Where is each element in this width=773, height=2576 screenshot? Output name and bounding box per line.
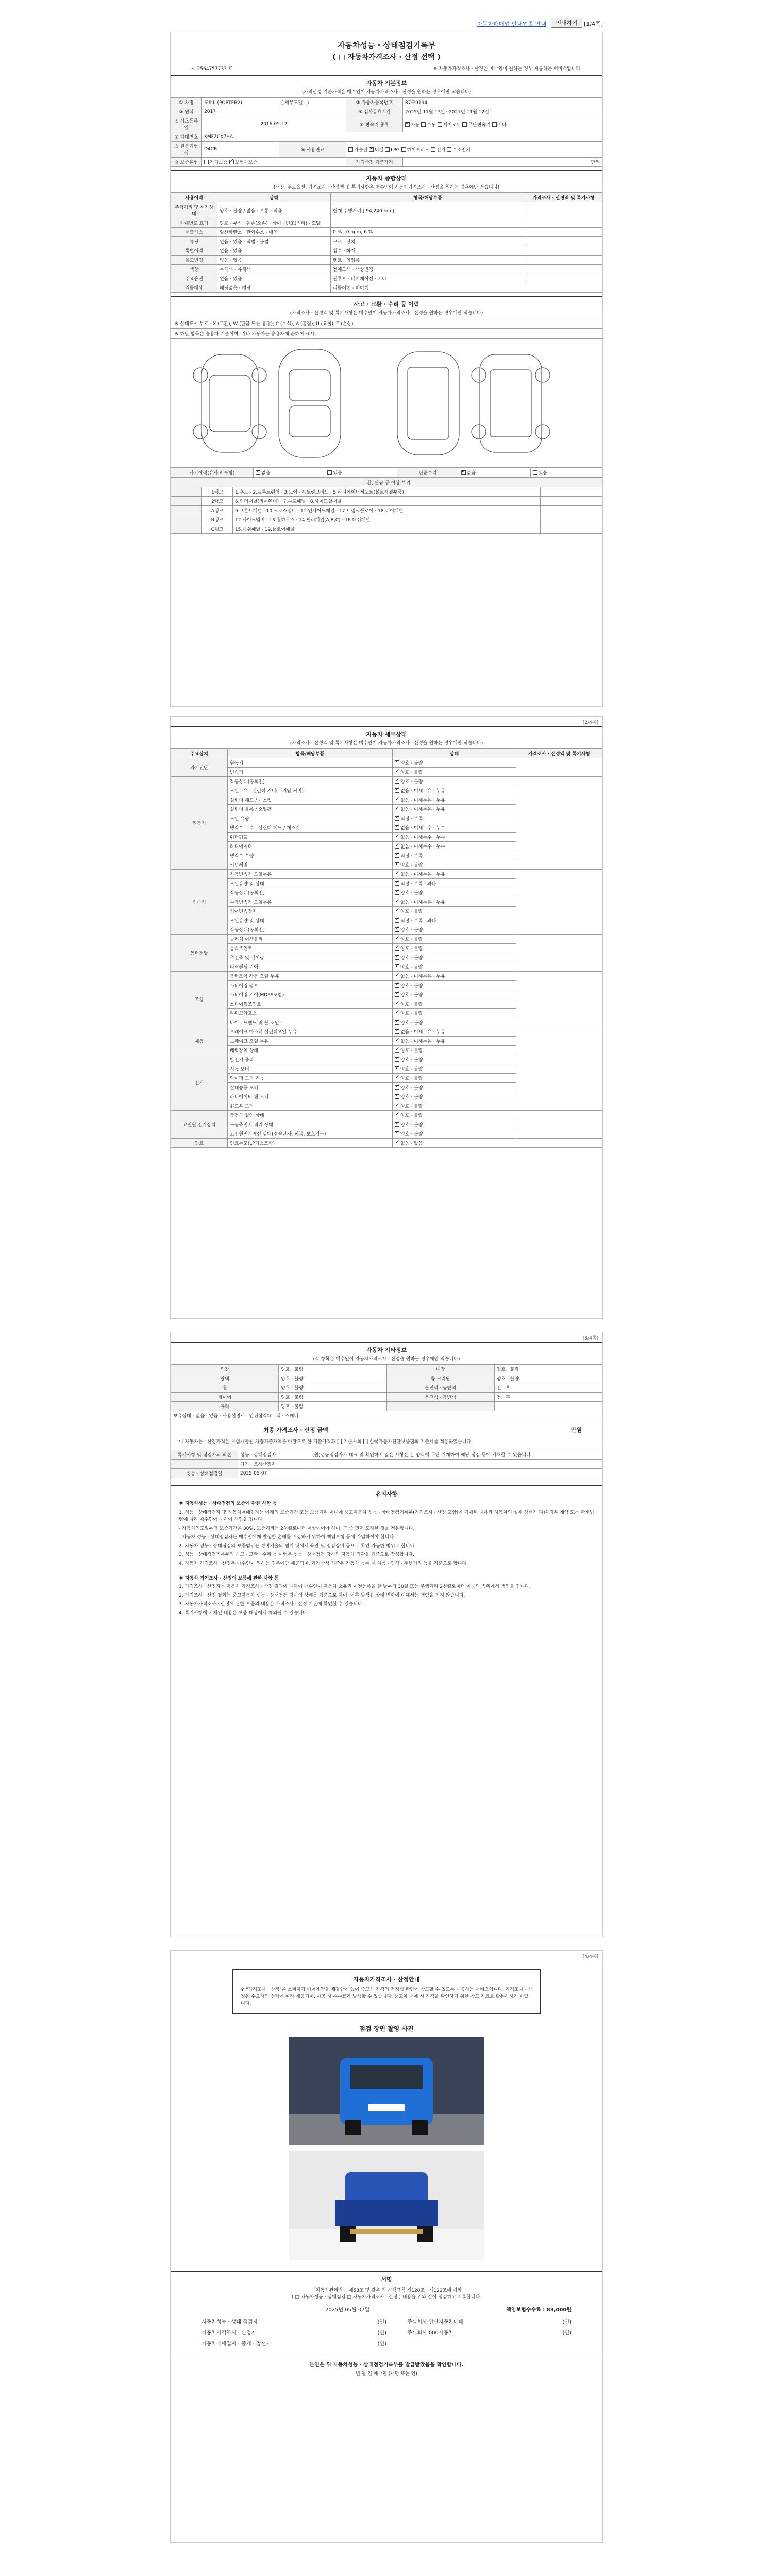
opinion-row: 성능 · 상태점검일 2025-05-07 (171, 1469, 602, 1478)
checkbox-icon (395, 1066, 399, 1071)
checkbox-icon (401, 147, 406, 152)
page-3 (170, 1332, 603, 1937)
checkbox-icon (385, 147, 390, 152)
car-damage-diagram (171, 339, 602, 468)
detail-row: 등속조인트 ✓ 양호 · 불량 (171, 944, 602, 953)
state-table: 사용이력 상태 항목/해당부품 가격조사 · 산정액 및 특기사항 주행거리 및 계기상태 양호 · 불량 / 많음 · 보통 · 적음 현재 주행거리 [ 94,240 km ] 차대번호 표기 양호 · 부식 · 훼손(오손) · 상이 · 변조(변타) · 도말 배출가스 일산화탄소 · 탄화수소 · 매연 0 % , 0 ppm, 6 % 튜닝 없음 · 있음 · 적법 · 불법 구조 · 장치 특별이력 없음 · 있음 침수 · 화재 용도변경 없음 · 있음 렌트 · 영업용 색상 무채색 · 유채색 전체도색 · 색상변경 주요옵션 없음 · 있음 썬루프 · 네비게이션 · 기타 리콜대상 해당없음 · 해당 리콜이행 · 미이행 (171, 193, 602, 293)
opinion-table (171, 1450, 602, 1478)
engine-label: ⑧ 원동기형식 (171, 142, 202, 158)
detail-row: 구동축전지 격리 상태 ✓ 양호 · 불량 (171, 1120, 602, 1129)
year-value: 2017 (202, 107, 279, 116)
checkbox-icon (395, 1085, 399, 1090)
price-unit: 만원 (403, 158, 602, 167)
checkbox-icon (395, 1048, 399, 1053)
detail-row: 커먼레일 ✓ 양호 · 불량 (171, 860, 602, 870)
photo-title: 점검 장면 촬영 사진 (359, 2025, 414, 2032)
accident-note: (가격조사 · 산정액 및 특기사항은 매수인이 자동차가격조사 · 산정을 원하는 경우에만 적습니다) (171, 308, 602, 318)
record-number: 제 2564757733 호 (191, 66, 233, 72)
year-label: ③ 연식 (171, 107, 202, 116)
warranty-label: ⑩ 보증유형 (171, 158, 202, 167)
notice-item: 1. 성능 · 상태점검자 및 자동차매매업자는 아래의 보증기간 또는 보증거리 이내에 중고자동차 성능 · 상태점검기록부(가격조사 · 산정 포함)에 기재된 내용과 자동차의 실제 상태가 다른 경우 계약 또는 관계법령에 따라 매수인에 대하여 책임을 집니다. (179, 1510, 594, 1522)
detail-row: 스티어링 펌프 ✓ 양호 · 불량 (171, 981, 602, 990)
checkbox-icon (492, 122, 497, 127)
inspection-photo-rear (289, 2151, 484, 2260)
checkbox-icon (204, 160, 209, 164)
page-1 (170, 32, 603, 707)
detail-note: (가격조사 · 산정액 및 특기사항은 매수인이 자동차가격조사 · 산정을 원하는 경우에만 적습니다) (171, 738, 602, 749)
state-row: 주요옵션 없음 · 있음 썬루프 · 네비게이션 · 기타 (171, 274, 602, 283)
detail-row: 스티어링조인트 ✓ 양호 · 불량 (171, 999, 602, 1009)
checkbox-icon (395, 760, 399, 765)
checkbox-icon (395, 825, 399, 830)
checkbox-icon (395, 992, 399, 997)
detail-row: 냉각수 누수 · 실린더 헤드 / 개스킷 ✓ 없음 · 미세누수 · 누수 (171, 823, 602, 833)
detail-row: 연료 연료누출(LP가스포함) ✓ 없음 · 있음 (171, 1139, 602, 1148)
detail-row: 추진축 및 베어링 ✓ 양호 · 불량 (171, 953, 602, 962)
accident-part-row: C랭크 15.대쉬패널 · 19.플로어패널 (171, 524, 602, 534)
sign-note-2: ( □ 자동차성능 · 상태점검 □ 자동차가격조사 · 산정 ) 내용을 위와 같이 점검하고 기록합니다. (291, 2294, 482, 2300)
state-note: (색상, 주요옵션, 가격조사 · 산정액 및 특기사항은 매수인이 자동차가격조사 · 산정을 원하는 경우에만 적습니다) (171, 182, 602, 193)
sign-date: 2025년 05월 07일 (325, 2307, 370, 2313)
detail-model-label: ( 세부모델 : ) (279, 98, 346, 107)
checkbox-icon (395, 779, 399, 784)
notice-item: 2. 가격조사 · 산정 결과는 중고자동차 성능 · 상태점검 당시의 상태를 기준으로 하며, 이후 발생한 상태 변화에 대해서는 책임을 지지 않습니다. (179, 1593, 465, 1599)
checkbox-icon (395, 1141, 399, 1145)
other-info-note: (각 항목은 매수인이 자동차가격조사 · 산정을 원하는 경우에만 적습니다) (171, 1354, 602, 1364)
checkbox-icon (395, 974, 399, 978)
checkbox-icon (395, 927, 399, 932)
final-price-title: 최종 가격조사 · 산정 금액 (263, 1427, 328, 1433)
detail-row: 변속기 자동변속기 오일누유 ✓ 없음 · 미세누유 · 누유 (171, 870, 602, 879)
checkbox-icon (395, 890, 399, 895)
checkbox-icon (395, 1057, 399, 1062)
checkbox-icon (395, 955, 399, 960)
detail-row: 작동상태(공회전) ✓ 양호 · 불량 (171, 888, 602, 897)
document-title: 자동차성능 · 상태점검기록부 (337, 41, 436, 50)
notice-item: 3. 성능 · 상태점검기록부의 사고 · 교환 · 수리 등 이력은 성능 · 상태점검 당시의 자동차 외관을 기준으로 작성합니다. (179, 1552, 414, 1557)
detail-row: 기어변속장치 ✓ 양호 · 불량 (171, 907, 602, 916)
state-row: 차대번호 표기 양호 · 부식 · 훼손(오손) · 상이 · 변조(변타) · 도말 (171, 218, 602, 228)
checkbox-icon (327, 470, 332, 475)
detail-row: 디퍼렌셜 기어 ✓ 양호 · 불량 (171, 962, 602, 972)
detail-row: 와이퍼 모터 기능 ✓ 양호 · 불량 (171, 1074, 602, 1083)
checkbox-icon (369, 147, 374, 152)
accident-part-row: A랭크 9.프론트패널 · 10.크로스멤버 · 11.인사이드패널 · 17.트렁크플로어 · 18.리어패널 (171, 506, 602, 515)
other-info-title: 자동차 기타정보 (171, 1342, 602, 1354)
checkbox-icon (395, 1029, 399, 1034)
detail-row: 배력장치 상태 ✓ 양호 · 불량 (171, 1046, 602, 1055)
detail-row: 시동 모터 ✓ 양호 · 불량 (171, 1064, 602, 1074)
state-row: 주행거리 및 계기상태 양호 · 불량 / 많음 · 보통 · 적음 현재 주행거리 [ 94,240 km ] (171, 202, 602, 218)
page-4 (170, 1950, 603, 2543)
checkbox-icon (462, 122, 467, 127)
checkbox-icon (395, 807, 399, 811)
fuel-label: ⑨ 사용연료 (279, 142, 346, 158)
checkbox-icon (395, 1131, 399, 1136)
detail-row: 동력전달 클러치 어셈블리 ✓ 양호 · 불량 (171, 935, 602, 944)
inspection-photo-front (289, 2037, 484, 2145)
truck-front-photo (289, 2037, 484, 2145)
reg-number-label: ② 자동차등록번호 (346, 98, 403, 107)
checkbox-icon (395, 1020, 399, 1025)
checkbox-icon (395, 1011, 399, 1015)
side-signer-row: 주식회사 000자동차 (인) (407, 2330, 572, 2336)
checkbox-icon (395, 844, 399, 849)
checkbox-icon (395, 1039, 399, 1043)
checkbox-icon (395, 918, 399, 923)
basic-info-title: 자동차 기본정보 (171, 75, 602, 87)
checkbox-icon (395, 1094, 399, 1099)
detail-row: 오일 유량 ✓ 적정 · 부족 (171, 814, 602, 823)
checkbox-icon (395, 872, 399, 876)
checkbox-icon (395, 853, 399, 858)
checkbox-icon (395, 983, 399, 988)
detail-row: 고전원전기배선 상태(접속단자, 피복, 보호기구) ✓ 양호 · 불량 (171, 1129, 602, 1139)
state-row: 배출가스 일산화탄소 · 탄화수소 · 매연 0 % , 0 ppm, 6 % (171, 228, 602, 237)
notice-item: 4. 특기사항에 기재된 내용은 보증 대상에서 제외될 수 있습니다. (179, 1611, 309, 1616)
signer-row: 자동차가격조사 · 산정자 (인) (201, 2330, 386, 2336)
print-button[interactable]: 인쇄하기 (551, 18, 582, 28)
final-price-text: 이 자동차는 : 산정가격은 보험개발원 차량기준가액을 바탕으로 한 기준가격과 [ ] 기술사회 [ ] 한국자동차진단보증협회 기준서를 적용하였습니다. (179, 1439, 473, 1445)
other-info-row: 휠 양호 · 불량 운전석 · 동반석 전 · 후 (171, 1383, 602, 1393)
final-price-unit: 만원 (570, 1427, 582, 1433)
price-guide-box: 자동차가격조사 · 산정안내 ※ "가격조사 · 산정"은 소비자가 매매계약을 체결함에 있어 중고차 가격의 적정성 판단에 참고할 수 있도록 제공하는 서비스입니다. 가격조사 · 산정은 수요자의 선택에 따라 제공되며, 제공 시 수수료가 발생할 수 있습니다. 중고차 매매 시 가격을 확인하기 위한 참고 자료로 활용하시기 바랍니다. (232, 1969, 541, 2014)
accident-part-row: B랭크 12.사이드멤버 · 13.휠하우스 · 14.필러패널(A,B,C) · 16.대쉬패널 (171, 515, 602, 524)
checkbox-icon (395, 909, 399, 913)
detail-row: 실린더 블록 / 오일팬 ✓ 없음 · 미세누유 · 누유 (171, 805, 602, 814)
detail-row: 오일누유 · 실린더 커버(로커암 커버) ✓ 없음 · 미세누유 · 누유 (171, 786, 602, 795)
checkbox-icon (395, 1076, 399, 1080)
top-toolbar (170, 18, 603, 30)
checkbox-icon (395, 770, 399, 774)
receipt-date: 년 월 일 매수인 (서명 또는 인) (356, 2371, 417, 2377)
checkbox-icon (533, 470, 537, 475)
state-row: 특별이력 없음 · 있음 침수 · 화재 (171, 246, 602, 256)
detail-row: 스티어링 기어(MDPS포함) ✓ 양호 · 불량 (171, 990, 602, 999)
detail-row: 오일유량 및 상태 ✓ 적정 · 부족 · 과다 (171, 916, 602, 925)
detail-row: 실린더 헤드 / 개스킷 ✓ 없음 · 미세누유 · 누유 (171, 795, 602, 805)
page-4-count: [4/4쪽] (582, 1954, 598, 1959)
dealer-info-link[interactable]: 자동차매매업 안내업종 안내 (477, 21, 546, 27)
truck-rear-photo (289, 2151, 484, 2260)
detail-title: 자동차 세부상태 (171, 726, 602, 738)
checkbox-icon (395, 1122, 399, 1127)
detail-row: 고전원 전기장치 충전구 절연 상태 ✓ 양호 · 불량 (171, 1111, 602, 1120)
notice-item: - 자동차인도일부터 보증기간은 30일, 보증거리는 2천킬로미터 이상이어야 하며, 그 중 먼저 도래한 것을 적용합니다. (179, 1526, 415, 1531)
checkbox-icon (405, 122, 410, 127)
basic-info-note: (가격산정 기준가격은 매수인이 자동차가격조사 · 산정을 원하는 경우에만 적습니다) (171, 87, 602, 97)
reg-number-value: 87구9194 (403, 98, 602, 107)
accident-part-row: 2랭크 6.쿼터패널(리어휀더) · 7.루프패널 · 8.사이드실패널 (171, 497, 602, 506)
state-row: 용도변경 없음 · 있음 렌트 · 영업용 (171, 256, 602, 265)
warranty-options: 자가보증 ✓ 보험사보증 (202, 158, 346, 167)
signer-row: 자동차성능 · 상태 점검자 (인) (201, 2319, 386, 2325)
insurance-fee: 책임보험수수료 : 83,000원 (506, 2307, 572, 2313)
notice-b: ※ 자동차 가격조사 · 산정의 보증에 관한 사항 등 1. 가격조사 · 산정자는 자동차 가격조사 · 산정 결과에 대하여 매수인이 자동차 소유권 이전등록을 한 날부터 30일 또는 주행거리 2천킬로미터 이내의 범위에서 책임을 집니다. 2. 가격조사 · 산정 결과는 중고자동차 성능 · 상태점검 당시의 상태를 기준으로 하며, 이후 발생한 상태 변화에 대해서는 책임을 지지 않습니다. 3. 자동차가격조사 · 산정에 관한 보증의 내용은 가격조사 · 산정 기관에 확인할 수 있습니다. 4. 특기사항에 기재된 내용은 보증 대상에서 제외될 수 있습니다. (171, 1572, 602, 1622)
first-reg-value: 2016-05-12 (202, 116, 346, 132)
detail-row: 윈도우 모터 ✓ 양호 · 불량 (171, 1101, 602, 1111)
notice-item: - 자동차 성능 · 상태점검자는 매수인에게 발생한 손해를 배상하기 위하여 책임보험 등에 가입하여야 합니다. (179, 1534, 396, 1540)
detail-row: 수동변속기 오일누유 ✓ 없음 · 미세누유 · 누유 (171, 897, 602, 907)
inspection-value: 2025년 11월 13일~2027년 11월 12일 (403, 107, 602, 116)
detail-row: 자기진단 원동기 ✓ 양호 · 불량 (171, 758, 602, 768)
car-name-label: ① 차명 (171, 98, 202, 107)
vin-label: ⑦ 차대번호 (171, 132, 202, 142)
sign-title: 서명 (171, 2271, 602, 2283)
record-note: ※ 자동차가격조사 · 산정은 매수인이 원하는 경우 제공하는 서비스입니다. (433, 66, 582, 72)
detail-row: 워터펌프 ✓ 없음 · 미세누수 · 누수 (171, 833, 602, 842)
checkbox-icon (461, 470, 466, 475)
detail-row: 타이로드엔드 및 볼 조인트 ✓ 양호 · 불량 (171, 1018, 602, 1027)
detail-row: 파워고압호스 ✓ 양호 · 불량 (171, 1009, 602, 1018)
detail-row: 라디에이터 팬 모터 ✓ 양호 · 불량 (171, 1092, 602, 1101)
detail-row: 전기 발전기 출력 ✓ 양호 · 불량 (171, 1055, 602, 1064)
car-name-value: 포터II (PORTER2) (202, 98, 279, 107)
detail-row: 변속기 ✓ 양호 · 불량 (171, 768, 602, 777)
notice-item: 1. 가격조사 · 산정자는 자동차 가격조사 · 산정 결과에 대하여 매수인이 자동차 소유권 이전등록을 한 날부터 30일 또는 주행거리 2천킬로미터 이내의 범위에서 책임을 집니다. (179, 1584, 531, 1590)
page-2 (170, 716, 603, 1319)
state-row: 색상 무채색 · 유채색 전체도색 · 색상변경 (171, 265, 602, 274)
checkbox-icon (431, 147, 435, 152)
signer-row: 자동차매매업자 · 중개 · 알선자 (인) (201, 2341, 386, 2347)
accident-legend-2: ※ 하단 항목은 승용차 기준이며, 기타 자동차는 승용차에 준하여 표시 (171, 329, 602, 339)
checkbox-icon (348, 147, 353, 152)
side-signer-row: 주식회사 안산자동차매매 (인) (407, 2319, 572, 2325)
detail-row: 실내송풍 모터 ✓ 양호 · 불량 (171, 1083, 602, 1092)
notice-item: 3. 자동차가격조사 · 산정에 관한 보증의 내용은 가격조사 · 산정 기관에 확인할 수 있습니다. (179, 1602, 364, 1607)
checkbox-icon (395, 835, 399, 839)
checkbox-icon (229, 160, 234, 164)
accident-history-row: 사고이력(유사고 포함) ✓ 없음 있음 단순수리 ✓ 없음 있음 (171, 468, 602, 478)
checkbox-icon (395, 900, 399, 904)
other-info-table (171, 1364, 602, 1420)
receipt-confirm: 본인은 위 자동차성능 · 상태점검기록부를 발급받았음을 확인합니다. (171, 2357, 602, 2368)
checkbox-icon (438, 122, 442, 127)
checkbox-icon (395, 1002, 399, 1006)
document-subtitle: ( □ 자동차가격조사 · 산정 선택 ) (332, 53, 441, 61)
detail-row: 조향 동력조향 작동 오일 누유 ✓ 없음 · 미세누유 · 누유 (171, 972, 602, 981)
car-outline-diagram (171, 339, 602, 468)
page-2-count: [2/4쪽] (582, 720, 598, 725)
notice-item: 2. 자동차 성능 · 상태점검의 보증범위는 정비기술의 범위 내에서 육안 및 점검장비 등으로 확인 가능한 범위로 합니다. (179, 1543, 416, 1549)
price-label: 가격산정 기준가격 (346, 158, 403, 167)
checkbox-icon (395, 816, 399, 821)
checkbox-icon (395, 788, 399, 793)
other-info-row: 타이어 양호 · 불량 운전석 · 동반석 전 · 후 (171, 1393, 602, 1402)
detail-row: 제동 브레이크 마스터 실린더오일 누유 ✓ 없음 · 미세누유 · 누유 (171, 1027, 602, 1037)
sign-note: 「자동차관리법」 제58조 및 같은 법 시행규칙 제120조 · 제122조에 따라 (311, 2287, 462, 2293)
checkbox-icon (395, 862, 399, 867)
checkbox-icon (395, 946, 399, 951)
checkbox-icon (395, 798, 399, 802)
state-row: 튜닝 없음 · 있음 · 적법 · 불법 구조 · 장치 (171, 237, 602, 246)
detail-row: 작동상태(공회전) ✓ 양호 · 불량 (171, 925, 602, 935)
detail-row: 원동기 작동상태(공회전) ✓ 양호 · 불량 (171, 777, 602, 786)
basic-info-table (171, 97, 602, 167)
checkbox-icon (421, 122, 426, 127)
notice-a: ※ 자동차성능 · 상태점검의 보증에 관한 사항 등 1. 성능 · 상태점검자 및 자동차매매업자는 아래의 보증기간 또는 보증거리 이내에 중고자동차 성능 · 상태점검기록부(가격조사 · 산정 포함)에 기재된 내용과 자동차의 실제 상태가 다른 경우 계약 또는 관계법령에 따라 매수인에 대하여 책임을 집니다. - 자동차인도일부터 보증기간은 30일, 보증거리는 2천킬로미터 이상이어야 하며, 그 중 먼저 도래한 것을 적용합니다. - 자동차 성능 · 상태점검자는 매수인에게 발생한 손해를 배상하기 위하여 책임보험 등에 가입하여야 합니다. 2. 자동차 성능 · 상태점검의 보증범위는 정비기술의 범위 내에서 육안 및 점검장비 등으로 확인 가능한 범위로 합니다. 3. 성능 · 상태점검기록부의 사고 · 교환 · 수리 등 이력은 성능 · 상태점검 당시의 자동차 외관을 기준으로 작성합니다. 4. 자동차 가격조사 · 산정은 매수인이 원하는 경우에만 제공되며, 가격산정 기준은 자동차 등록 시 차종 · 연식 · 주행거리 등을 기준으로 합니다. (171, 1498, 602, 1572)
accident-title: 사고 · 교환 · 수리 등 이력 (171, 296, 602, 308)
opinion-row: 특기사항 및 점검자의 의견 성능 · 상태점검자 (원)성능점검자가 대표 및 확인하지 않은 사항은 본 양식에 무단 기재하여 해당 점검 등에 기재할 수 있습니다. (171, 1450, 602, 1460)
checkbox-icon (256, 470, 260, 475)
accident-parts-table: 교환, 판금 등 이상 부위 1랭크 1.후드 · 2.프론트휀더 · 3.도어 · 4.트렁크리드 · 5.라디에이터서포트(볼트체결부품) 2랭크 6.쿼터패널(리어휀더) · 7.루프패널 · 8.사이드실패널 A랭크 9.프론트패널 · 10.크로스멤버 · 11.인사이드패널 · 17.트렁크플로어 · 18.리어패널 B랭크 12.사이드멤버 · 13.휠하우스 · 14.필러패널(A,B,C) · 16.대쉬패널 C랭크 15.대쉬패널 · 19.플로어패널 (171, 478, 602, 534)
state-title: 자동차 종합상태 (171, 170, 602, 182)
detail-table: 주요장치 항목/해당부품 상태 가격조사 · 산정액 및 특기사항 자기진단 원동기 ✓ 양호 · 불량 변속기 ✓ 양호 · 불량 원동기 작동상태(공회전) ✓ 양호 · 불량 오일누유 · 실린더 커버(로커암 커버) ✓ 없음 · 미세누유 · 누유 실린더 헤드 / 개스킷 ✓ 없음 · 미세누유 · 누유 실린더 블록 / 오일팬 ✓ 없음 · 미세누유 · 누유 오일 유량 ✓ 적정 · 부족 냉각수 누수 · 실린더 헤드 / 개스킷 ✓ 없음 · 미세누수 · 누수 워터펌프 ✓ 없음 · 미세누수 · 누수 라디에이터 ✓ 없음 · 미세누수 · 누수 냉각수 수량 ✓ 적정 · 부족 커먼레일 ✓ 양호 · 불량 변속기 자동변속기 오일누유 ✓ 없음 · 미세누유 · 누유 오일유량 및 상태 ✓ 적정 · 부족 · 과다 작동상태(공회전) ✓ 양호 · 불량 수동변속기 오일누유 ✓ 없음 · 미세누유 · 누유 기어변속장치 ✓ 양호 · 불량 오일유량 및 상태 ✓ 적정 · 부족 · 과다 작동상태(공회전) ✓ 양호 · 불량 동력전달 클러치 어셈블리 ✓ 양호 · 불량 등속조인트 ✓ 양호 · 불량 추진축 및 베어링 ✓ 양호 · 불량 디퍼렌셜 기어 ✓ 양호 · 불량 조향 동력조향 작동 오일 누유 ✓ 없음 · 미세누유 · 누유 스티어링 펌프 ✓ 양호 · 불량 스티어링 기어(MDPS포함) ✓ 양호 · 불량 스티어링조인트 ✓ 양호 · 불량 파워고압호스 ✓ 양호 · 불량 타이로드엔드 및 볼 조인트 ✓ 양호 · 불량 제동 브레이크 마스터 실린더오일 누유 ✓ 없음 · 미세누유 · 누유 브레이크 오일 누유 ✓ 없음 · 미세누유 · 누유 배력장치 상태 ✓ 양호 · 불량 전기 발전기 출력 ✓ 양호 · 불량 시동 모터 ✓ 양호 · 불량 와이퍼 모터 기능 ✓ 양호 · 불량 실내송풍 모터 ✓ 양호 · 불량 라디에이터 팬 모터 ✓ 양호 · 불량 윈도우 모터 ✓ 양호 · 불량 고전원 전기장치 충전구 절연 상태 ✓ 양호 · 불량 구동축전지 격리 상태 ✓ 양호 · 불량 고전원전기배선 상태(접속단자, 피복, 보호기구) ✓ 양호 · 불량 연료 연료누출(LP가스포함) ✓ 없음 · 있음 (171, 749, 602, 1148)
other-info-row: 유리 양호 · 불량 (171, 1402, 602, 1411)
checkbox-icon (395, 881, 399, 886)
transmission-label: ⑥ 변속기 종류 (346, 116, 403, 132)
other-info-row: 광택 양호 · 불량 룸 크리닝 양호 · 불량 (171, 1374, 602, 1383)
fuel-options: 가솔린 ✓ 디젤 LPG 하이브리드 전기 수소전기 (346, 142, 602, 158)
detail-row: 라디에이터 ✓ 없음 · 미세누수 · 누수 (171, 842, 602, 851)
notice-item: 4. 자동차 가격조사 · 산정은 매수인이 원하는 경우에만 제공되며, 가격산정 기준은 자동차 등록 시 차종 · 연식 · 주행거리 등을 기준으로 합니다. (179, 1561, 468, 1566)
opinion-row: 가격 · 조사산정자 (171, 1460, 602, 1469)
other-info-row: 외장 양호 · 불량 내장 양호 · 불량 (171, 1365, 602, 1374)
checkbox-icon (395, 937, 399, 941)
transmission-options: ✓ 자동 수동 세미오토 무단변속기 기타 (403, 116, 602, 132)
checkbox-icon (395, 1104, 399, 1108)
detail-row: 냉각수 수량 ✓ 적정 · 부족 (171, 851, 602, 860)
inspection-label: ④ 검사유효기간 (346, 107, 403, 116)
checkbox-icon (447, 147, 451, 152)
state-row: 리콜대상 해당없음 · 해당 리콜이행 · 미이행 (171, 283, 602, 293)
notice-title: 유의사항 (171, 1485, 602, 1498)
first-reg-label: ⑤ 최초등록일 (171, 116, 202, 132)
vin-value: KMFZCX7HA... (202, 132, 602, 142)
engine-value: D4CB (202, 142, 279, 158)
checkbox-icon (395, 964, 399, 969)
page-count: [1/4쪽] (584, 21, 603, 27)
detail-row: 오일유량 및 상태 ✓ 적정 · 부족 · 과다 (171, 879, 602, 888)
detail-row: 브레이크 오일 누유 ✓ 없음 · 미세누유 · 누유 (171, 1037, 602, 1046)
accident-legend: ※ 상태표시 부호 : X (교환), W (판금 또는 용접), C (부식), A (흠집), U (요철), T (손상) (171, 318, 602, 329)
accident-part-row: 1랭크 1.후드 · 2.프론트휀더 · 3.도어 · 4.트렁크리드 · 5.라디에이터서포트(볼트체결부품) (171, 487, 602, 497)
page-3-count: [3/4쪽] (582, 1336, 598, 1341)
checkbox-icon (395, 1113, 399, 1117)
basic-items: 보유상태 : 없음 · 있음 : 사용설명서 · 안전삼각대 · 잭 · 스패너 (171, 1411, 602, 1420)
